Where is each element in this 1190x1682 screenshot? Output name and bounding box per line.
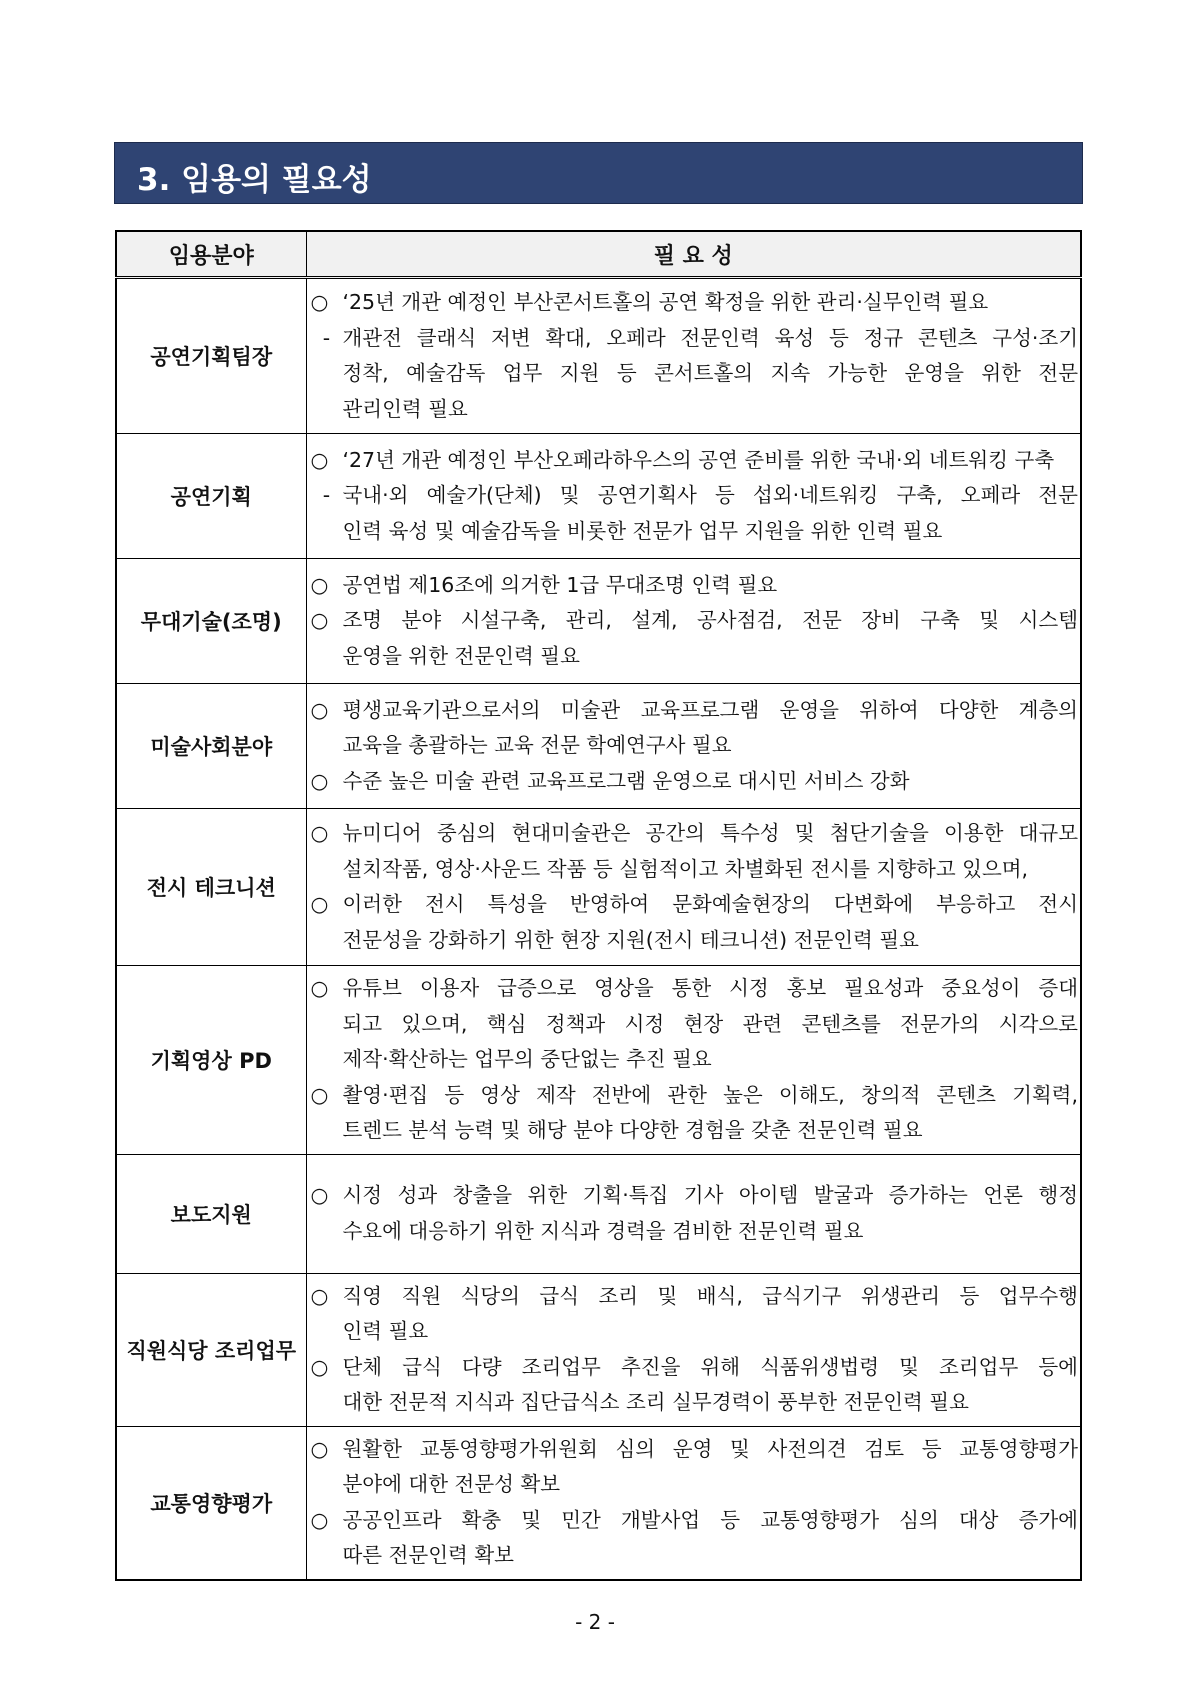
field-cell: 전시 테크니션 xyxy=(116,809,306,966)
need-text: 제작·확산하는 업무의 중단없는 추진 필요 xyxy=(342,1047,712,1071)
need-text: 운영을 위한 전문인력 필요 xyxy=(342,643,580,668)
header-need: 필 요 성 xyxy=(306,231,1081,278)
circle-bullet-icon: ○ xyxy=(310,1283,329,1308)
field-cell: 기획영상 PD xyxy=(116,966,306,1155)
section-title: 3. 임용의 필요성 xyxy=(137,162,372,198)
circle-bullet-icon: ○ xyxy=(310,1507,329,1532)
need-line xyxy=(311,923,1079,959)
need-line xyxy=(311,1350,1079,1386)
need-line xyxy=(311,1467,1079,1503)
circle-bullet-icon: ○ xyxy=(310,1183,329,1207)
need-cell xyxy=(306,1426,1081,1580)
field-cell: 미술사회분야 xyxy=(116,684,306,809)
need-text: 공공인프라 확충 및 민간 개발사업 등 교통영향평가 심의 대상 증가에 xyxy=(342,1507,1078,1532)
need-text: 국내·외 예술가(단체) 및 공연기획사 등 섭외·네트워킹 구축, 오페라 전문 xyxy=(342,483,1078,508)
need-text: 촬영·편집 등 영상 제작 전반에 관한 높은 이해도, 창의적 콘텐츠 기획력, xyxy=(342,1082,1078,1107)
need-line xyxy=(311,1178,1079,1214)
need-line xyxy=(311,693,1079,729)
field-cell: 교통영향평가 xyxy=(116,1426,306,1580)
need-text: 직영 직원 식당의 급식 조리 및 배식, 급식기구 위생관리 등 업무수행 xyxy=(342,1283,1078,1308)
section-title-bar xyxy=(114,142,1083,204)
need-line xyxy=(311,603,1079,639)
need-text: 대한 전문적 지식과 집단급식소 조리 실무경력이 풍부한 전문인력 필요 xyxy=(342,1390,969,1414)
table-row xyxy=(116,684,1081,809)
circle-bullet-icon: ○ xyxy=(310,572,329,597)
need-line xyxy=(311,1432,1079,1468)
need-text: 평생교육기관으로서의 미술관 교육프로그램 운영을 위하여 다양한 계층의 xyxy=(342,697,1078,722)
field-cell: 공연기획팀장 xyxy=(116,278,306,434)
dash-bullet-icon: - xyxy=(322,483,331,508)
need-line xyxy=(311,392,1079,428)
dash-bullet-icon: - xyxy=(322,325,331,350)
need-line xyxy=(311,285,1079,321)
need-line xyxy=(311,1385,1079,1421)
table-row xyxy=(116,434,1081,559)
field-cell: 직원식당 조리업무 xyxy=(116,1273,306,1426)
need-line xyxy=(311,443,1079,479)
need-text: 원활한 교통영향평가위원회 심의 운영 및 사전의견 검토 등 교통영향평가 xyxy=(342,1436,1078,1461)
need-text: 개관전 클래식 저변 확대, 오페라 전문인력 육성 등 정규 콘텐츠 구성·조기 xyxy=(342,325,1078,350)
need-line xyxy=(311,356,1079,392)
circle-bullet-icon: ○ xyxy=(310,290,329,314)
need-cell xyxy=(306,966,1081,1155)
need-text: 따른 전문인력 확보 xyxy=(342,1543,514,1567)
field-cell: 공연기획 xyxy=(116,434,306,559)
need-cell xyxy=(306,1273,1081,1426)
need-cell xyxy=(306,684,1081,809)
table-header-row xyxy=(116,231,1081,278)
need-text: 이러한 전시 특성을 반영하여 문화예술현장의 다변화에 부응하고 전시 xyxy=(342,892,1078,916)
need-line xyxy=(311,321,1079,357)
circle-bullet-icon: ○ xyxy=(310,1436,329,1461)
circle-bullet-icon: ○ xyxy=(310,768,329,793)
need-text: 트렌드 분석 능력 및 해당 분야 다양한 경험을 갖춘 전문인력 필요 xyxy=(342,1118,923,1142)
need-text: 전문성을 강화하기 위한 현장 지원(전시 테크니션) 전문인력 필요 xyxy=(342,927,919,952)
need-line xyxy=(311,1503,1079,1539)
table-row xyxy=(116,966,1081,1155)
header-field: 임용분야 xyxy=(116,231,306,278)
need-cell xyxy=(306,434,1081,559)
need-text: ‘25년 개관 예정인 부산콘서트홀의 공연 확정을 위한 관리·실무인력 필요 xyxy=(342,290,989,314)
need-text: 뉴미디어 중심의 현대미술관은 공간의 특수성 및 첨단기술을 이용한 대규모 xyxy=(342,821,1078,845)
circle-bullet-icon: ○ xyxy=(310,1082,329,1107)
need-cell xyxy=(306,809,1081,966)
table-row xyxy=(116,1273,1081,1426)
need-line xyxy=(311,1314,1079,1350)
need-text: 되고 있으며, 핵심 정책과 시정 현장 관련 콘텐츠를 전문가의 시각으로 xyxy=(342,1011,1078,1036)
table-row xyxy=(116,1154,1081,1273)
need-cell xyxy=(306,278,1081,434)
requirements-table xyxy=(115,230,1082,1581)
need-text: 공연법 제16조에 의거한 1급 무대조명 인력 필요 xyxy=(342,572,778,597)
need-line xyxy=(311,1214,1079,1250)
need-line xyxy=(311,1078,1079,1114)
field-cell: 보도지원 xyxy=(116,1154,306,1273)
need-line xyxy=(311,728,1079,764)
circle-bullet-icon: ○ xyxy=(310,697,329,722)
need-line xyxy=(311,639,1079,675)
table-row xyxy=(116,278,1081,434)
need-text: 인력 육성 및 예술감독을 비롯한 전문가 업무 지원을 위한 인력 필요 xyxy=(342,518,943,543)
need-text: 분야에 대한 전문성 확보 xyxy=(342,1472,561,1496)
need-text: 관리인력 필요 xyxy=(342,396,468,421)
need-text: 수준 높은 미술 관련 교육프로그램 운영으로 대시민 서비스 강화 xyxy=(342,768,910,793)
need-line xyxy=(311,1007,1079,1043)
need-line xyxy=(311,971,1079,1007)
need-line xyxy=(311,1113,1079,1149)
field-cell: 무대기술(조명) xyxy=(116,559,306,684)
need-line xyxy=(311,1042,1079,1078)
need-line xyxy=(311,887,1079,923)
need-text: 수요에 대응하기 위한 지식과 경력을 겸비한 전문인력 필요 xyxy=(342,1218,864,1243)
circle-bullet-icon: ○ xyxy=(310,892,329,916)
circle-bullet-icon: ○ xyxy=(310,608,329,633)
need-text: 인력 필요 xyxy=(342,1319,429,1343)
need-text: 시정 성과 창출을 위한 기획·특집 기사 아이템 발굴과 증가하는 언론 행정 xyxy=(342,1183,1078,1207)
need-line xyxy=(311,1538,1079,1574)
table-row xyxy=(116,1426,1081,1580)
need-line xyxy=(311,514,1079,550)
page-number: - 2 - xyxy=(575,1610,615,1634)
need-line xyxy=(311,764,1079,800)
circle-bullet-icon: ○ xyxy=(310,821,329,845)
circle-bullet-icon: ○ xyxy=(310,976,329,1000)
need-line xyxy=(311,568,1079,604)
need-text: 설치작품, 영상·사운드 작품 등 실험적이고 차별화된 전시를 지향하고 있으며, xyxy=(342,856,1029,881)
need-text: 정착, 예술감독 업무 지원 등 콘서트홀의 지속 가능한 운영을 위한 전문 xyxy=(342,361,1078,385)
need-text: 교육을 총괄하는 교육 전문 학예연구사 필요 xyxy=(342,733,732,758)
need-line xyxy=(311,816,1079,852)
need-cell xyxy=(306,559,1081,684)
need-line xyxy=(311,478,1079,514)
circle-bullet-icon: ○ xyxy=(310,1354,329,1379)
need-cell xyxy=(306,1154,1081,1273)
circle-bullet-icon: ○ xyxy=(310,447,329,472)
need-line xyxy=(311,852,1079,888)
need-line xyxy=(311,1279,1079,1315)
need-text: 단체 급식 다량 조리업무 추진을 위해 식품위생법령 및 조리업무 등에 xyxy=(342,1354,1078,1379)
need-text: ‘27년 개관 예정인 부산오페라하우스의 공연 준비를 위한 국내·외 네트워킹 구축 xyxy=(342,447,1055,472)
table-row xyxy=(116,809,1081,966)
need-text: 조명 분야 시설구축, 관리, 설계, 공사점검, 전문 장비 구축 및 시스템 xyxy=(342,608,1078,633)
table-row xyxy=(116,559,1081,684)
need-text: 유튜브 이용자 급증으로 영상을 통한 시정 홍보 필요성과 중요성이 증대 xyxy=(342,976,1078,1000)
